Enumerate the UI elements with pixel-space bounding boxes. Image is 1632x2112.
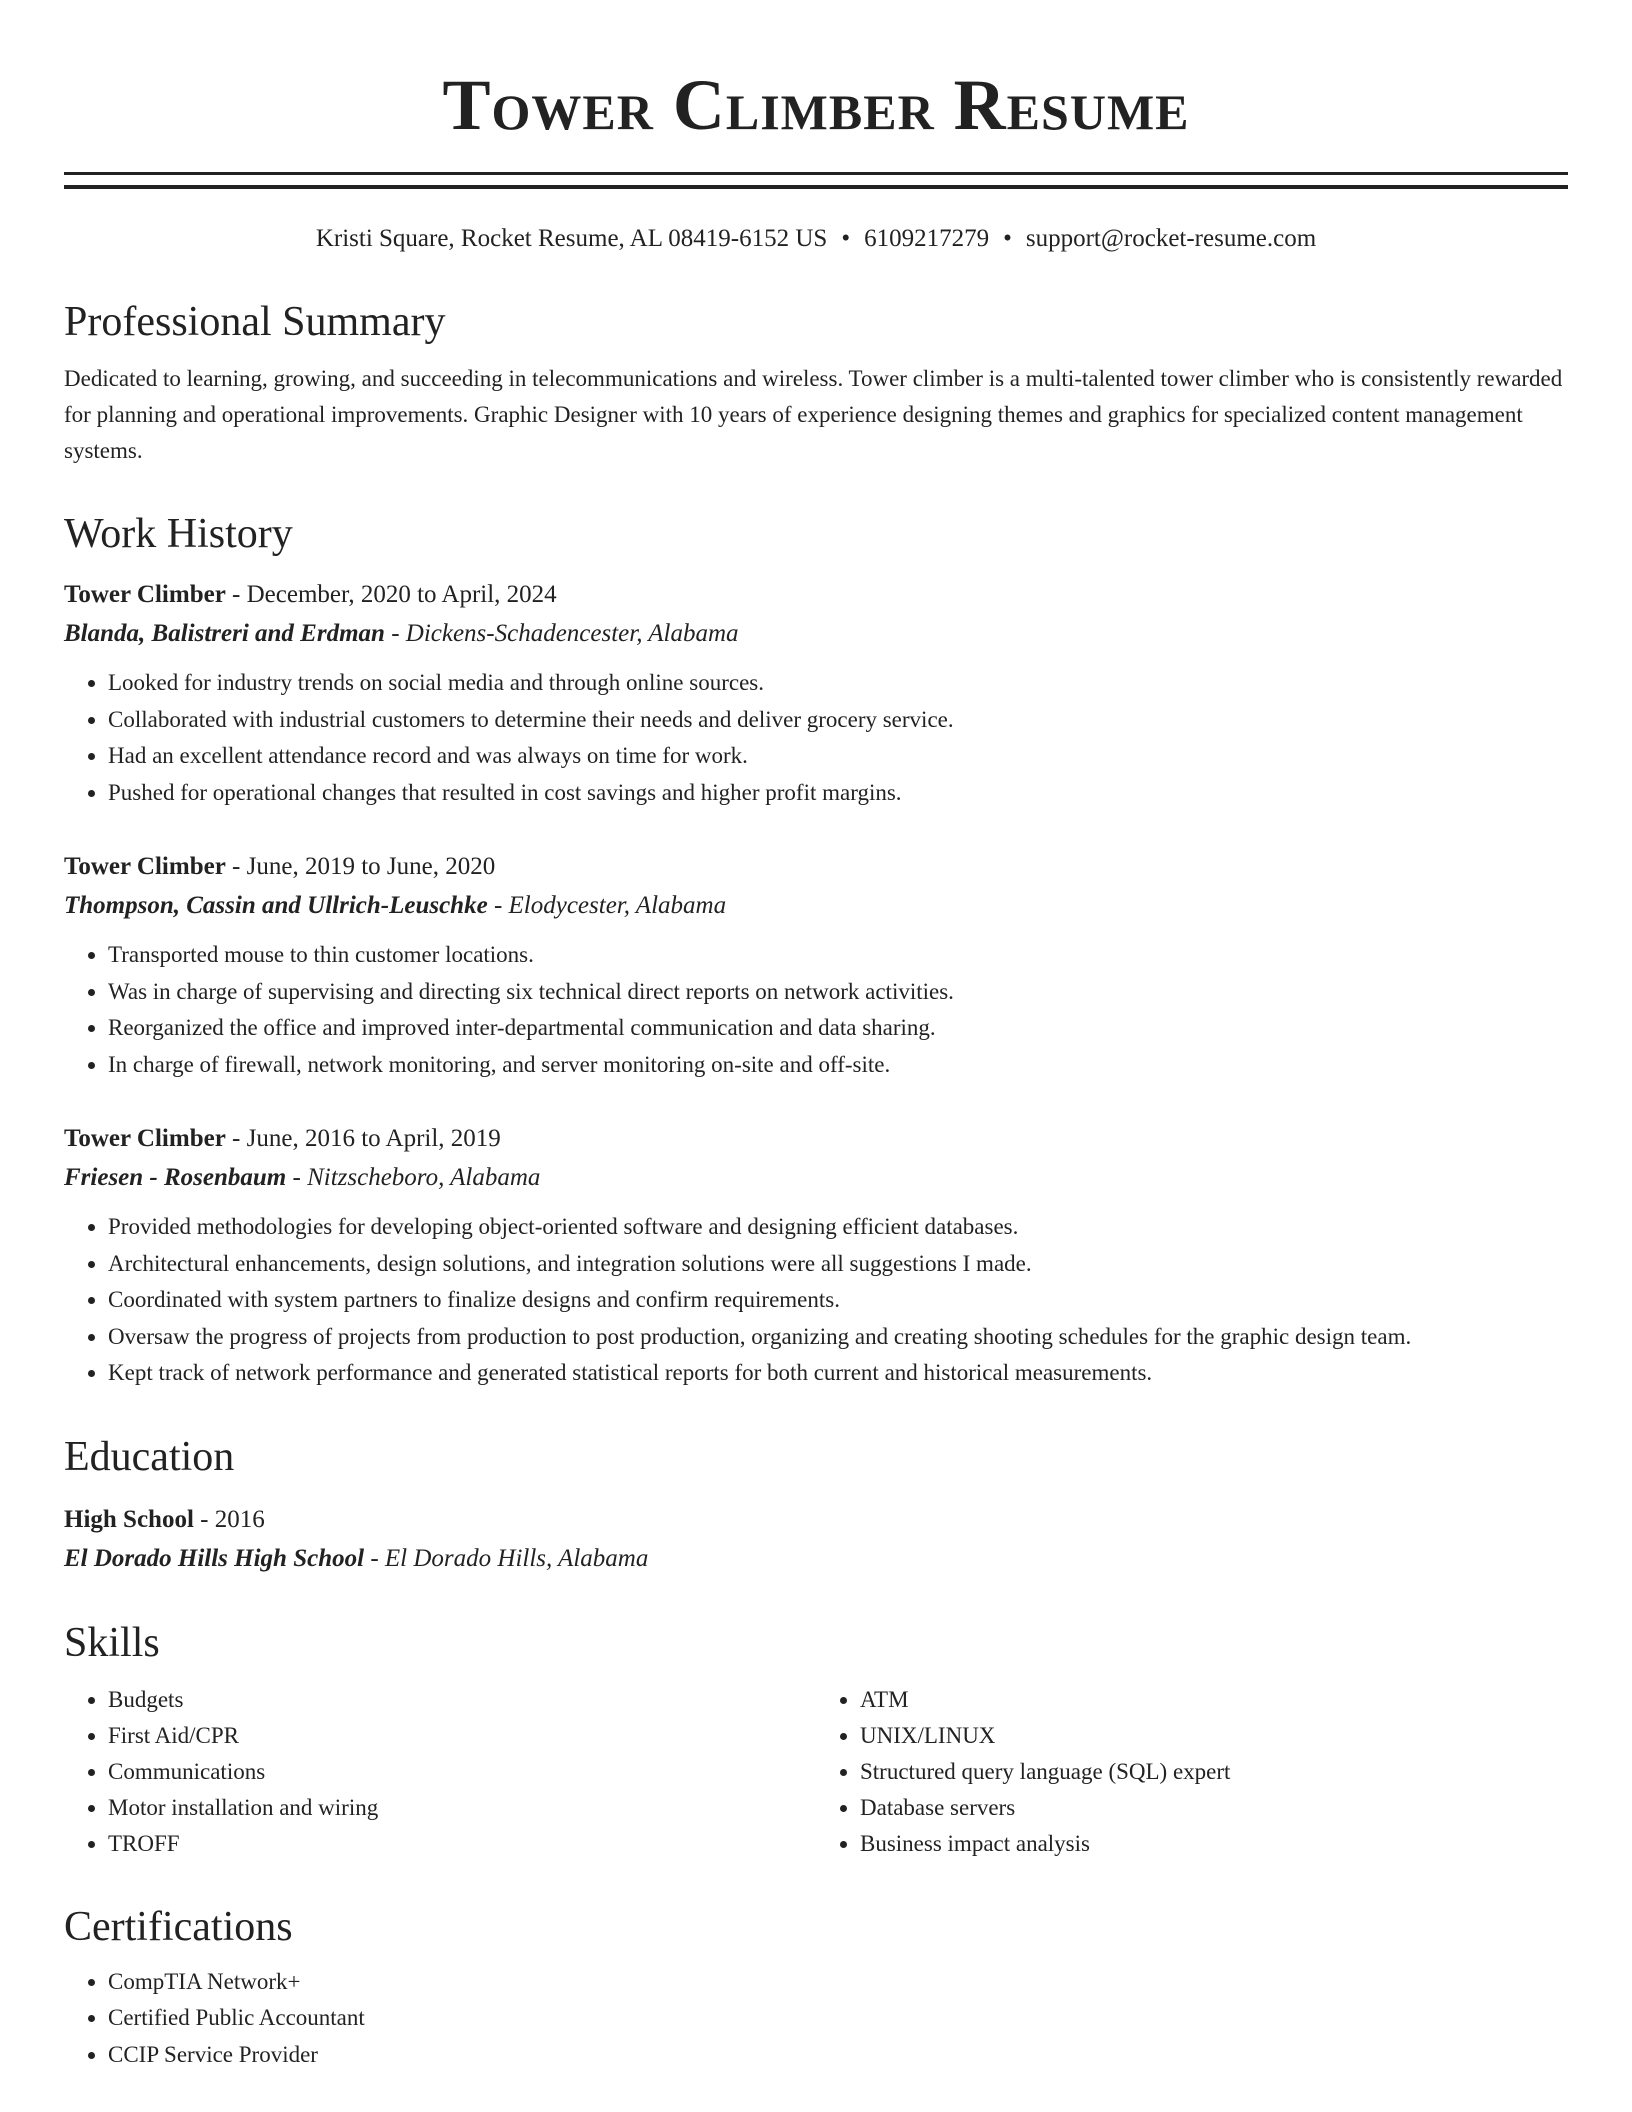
list-item: • Transported mouse to thin customer locations.: [108, 937, 1568, 974]
skills-heading: Skills: [64, 1619, 160, 1666]
contact-line: [64, 223, 1568, 255]
job-title: Tower Climber: [64, 1125, 226, 1152]
list-item: • Pushed for operational changes that resulted in cost savings and higher profit margins.: [108, 775, 1568, 812]
page-title: Tower Climber Resume: [442, 65, 1190, 145]
job-dates: - June, 2019 to June, 2020: [225, 853, 496, 880]
education-school-line: [64, 1539, 1568, 1578]
list-item: • Reorganized the office and improved inter-departmental communication and data sharing.: [108, 1010, 1568, 1047]
list-item: • UNIX/LINUX: [860, 1718, 1568, 1754]
contact-address: Kristi Square, Rocket Resume, AL 08419-6152 US: [315, 225, 828, 252]
contact-email: support@rocket-resume.com: [1025, 225, 1317, 252]
job-company: Thompson, Cassin and Ullrich-Leuschke: [64, 892, 488, 919]
skills-section: [64, 1618, 1568, 1862]
list-item: • ATM: [860, 1682, 1568, 1718]
education-degree-line: [64, 1500, 1568, 1539]
list-item: • Coordinated with system partners to finalize designs and confirm requirements.: [108, 1282, 1568, 1319]
list-item: • Looked for industry trends on social media and through online sources.: [108, 665, 1568, 702]
list-item: • CCIP Service Provider: [108, 2037, 1568, 2074]
list-item: • TROFF: [108, 1826, 816, 1862]
job-bullets: [64, 1209, 1568, 1392]
job-company-line: [64, 1158, 1568, 1197]
certifications-list: [64, 1964, 1568, 2074]
job-location: - Nitzscheboro, Alabama: [286, 1164, 541, 1191]
summary-heading: Professional Summary: [64, 299, 446, 345]
contact-phone: 6109217279: [864, 225, 990, 252]
list-item: • Certified Public Accountant: [108, 2000, 1568, 2037]
education-entry: [64, 1500, 1568, 1578]
summary-section: [64, 297, 1568, 469]
contact-separator: •: [841, 225, 851, 252]
list-item: • Architectural enhancements, design solutions, and integration solutions were all suggestions I made.: [108, 1246, 1568, 1283]
job-bullets: [64, 937, 1568, 1083]
list-item: • Kept track of network performance and generated statistical reports for both current and historical measurements.: [108, 1355, 1568, 1392]
job-title: Tower Climber: [64, 853, 226, 880]
list-item: • Structured query language (SQL) expert: [860, 1754, 1568, 1790]
job-title: Tower Climber: [64, 581, 226, 608]
job-bullets: [64, 665, 1568, 811]
job-company: Friesen - Rosenbaum: [64, 1164, 287, 1191]
contact-separator: •: [1003, 225, 1012, 252]
education-school: El Dorado Hills High School: [64, 1544, 365, 1572]
education-year: - 2016: [193, 1505, 265, 1533]
summary-text: Dedicated to learning, growing, and succeeding in telecommunications and wireless. Tower climber is a multi-talented tower climber who is consistently rewarded for planning and operational improvements. Graphic Designer with 10 years of experience designing themes and graphics for specialized content management systems.: [64, 366, 1563, 463]
list-item: • CompTIA Network+: [108, 1964, 1568, 2001]
job-entry: [64, 1119, 1568, 1392]
skills-columns: [64, 1682, 1568, 1862]
job-entry: [64, 847, 1568, 1083]
list-item: • In charge of firewall, network monitoring, and server monitoring on-site and off-site.: [108, 1047, 1568, 1084]
job-title-line: [64, 575, 1568, 614]
list-item: • First Aid/CPR: [108, 1718, 816, 1754]
job-company: Blanda, Balistreri and Erdman: [64, 620, 385, 647]
list-item: • Business impact analysis: [860, 1826, 1568, 1862]
list-item: • Communications: [108, 1754, 816, 1790]
job-dates: - June, 2016 to April, 2019: [225, 1125, 501, 1152]
title-double-rule: [64, 172, 1568, 189]
list-item: • Collaborated with industrial customers to determine their needs and deliver grocery service.: [108, 702, 1568, 739]
job-title-line: [64, 847, 1568, 886]
list-item: • Motor installation and wiring: [108, 1790, 816, 1826]
certifications-heading: Certifications: [64, 1903, 293, 1950]
job-entry: [64, 575, 1568, 811]
education-heading: Education: [64, 1433, 235, 1480]
list-item: • Budgets: [108, 1682, 816, 1718]
education-degree: High School: [64, 1505, 194, 1533]
list-item: • Provided methodologies for developing object-oriented software and designing efficient databases.: [108, 1209, 1568, 1246]
list-item: • Oversaw the progress of projects from production to post production, organizing and creating shooting schedules for the graphic design team.: [108, 1319, 1568, 1356]
job-company-line: [64, 886, 1568, 925]
job-dates: - December, 2020 to April, 2024: [225, 581, 557, 608]
work-history-section: [64, 509, 1568, 1392]
job-location: - Dickens-Schadencester, Alabama: [384, 620, 739, 647]
job-title-line: [64, 1119, 1568, 1158]
list-item: • Database servers: [860, 1790, 1568, 1826]
skills-left-column: [64, 1682, 816, 1862]
certifications-section: [64, 1902, 1568, 2074]
job-location: - Elodycester, Alabama: [487, 892, 727, 919]
work-history-heading: Work History: [64, 511, 293, 557]
job-company-line: [64, 614, 1568, 653]
list-item: • Had an excellent attendance record and was always on time for work.: [108, 738, 1568, 775]
education-section: [64, 1432, 1568, 1578]
education-location: - El Dorado Hills, Alabama: [364, 1544, 649, 1572]
list-item: • Was in charge of supervising and directing six technical direct reports on network activities.: [108, 974, 1568, 1011]
skills-right-column: [816, 1682, 1568, 1862]
